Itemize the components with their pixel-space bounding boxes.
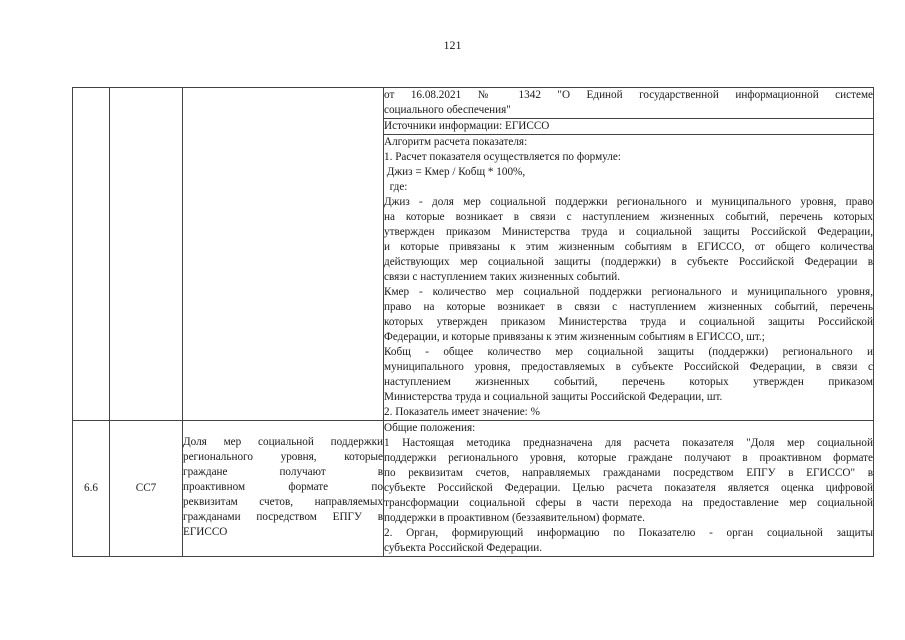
algorithm-line: которых утвержден приказом Министерства труда и социальной защиты Российской (384, 316, 873, 328)
indicator-name-line: регионального уровня, которые (183, 451, 383, 463)
indicator-name-cell (183, 421, 384, 557)
indicator-name-line: ЕГИССО (183, 526, 228, 538)
algorithm-line: Джиз - доля мер социальной поддержки регионального и муниципального уровня, право (384, 196, 873, 208)
indicator-name-line: гражданами посредством ЕПГУ в (183, 511, 383, 523)
algorithm-line: Кмер - количество мер социальной поддержки регионального и муниципального уровня, (384, 286, 873, 298)
indicator-name-line: граждане получают в (183, 466, 383, 478)
general-line: Общие положения: (384, 422, 476, 434)
indicator-name-line: Доля мер социальной поддержки (183, 436, 383, 448)
sources-text: Источники информации: ЕГИССО (384, 120, 550, 132)
code-cell-empty (110, 88, 183, 421)
indicator-row (73, 421, 874, 557)
law-reference-cell (384, 88, 874, 119)
general-line: поддержки регионального уровня, которые граждане получают в проактивном формате (384, 452, 873, 464)
algorithm-line: Алгоритм расчета показателя: (384, 136, 528, 148)
methodology-table (72, 87, 874, 557)
algorithm-line: наступлением жизненных событий, перечень которых утвержден приказом (384, 376, 873, 388)
law-line: социального обеспечения" (384, 104, 511, 116)
continuation-row (73, 88, 874, 119)
general-line: субъекте Российской Федерации. Целью расчета показателя является оценка цифровой (384, 482, 873, 494)
algorithm-line: Кобщ - общее количество мер социальной защиты (поддержки) регионального и (384, 346, 873, 358)
number-cell-empty (73, 88, 110, 421)
algorithm-line: Федерации, и которые привязаны к этим жизненным событиям в ЕГИССО, шт.; (384, 331, 765, 343)
algorithm-line: утвержден приказом Министерства труда и социальной защиты Российской Федерации, (384, 226, 873, 238)
general-line: по реквизитам счетов, направляемых гражданами посредством ЕПГУ в ЕГИССО" в (384, 467, 873, 479)
general-line: трансформации социальной сферы в части перехода на предоставление мер социальной (384, 497, 873, 509)
name-cell-empty (183, 88, 384, 421)
indicator-name-line: реквизитам счетов, направляемых (183, 496, 383, 508)
indicator-number: 6.6 (73, 421, 110, 557)
general-provisions-cell (384, 421, 874, 557)
general-line: поддержки в проактивном (беззаявительном) формате. (384, 512, 645, 524)
general-line: 1 Настоящая методика предназначена для расчета показателя "Доля мер социальной (384, 437, 873, 449)
algorithm-line: муниципального уровня, предоставляемых в субъекте Российской Федерации, в связи с (384, 361, 873, 373)
algorithm-line: 2. Показатель имеет значение: % (384, 406, 540, 418)
algorithm-line: где: (384, 181, 408, 193)
indicator-code: СС7 (110, 421, 183, 557)
algorithm-line: Министерства труда и социальной защиты Российской Федерации, шт. (384, 391, 723, 403)
algorithm-line: и которые привязаны к этим жизненным событиям в ЕГИССО, от общего количества (384, 241, 873, 253)
page-number: 121 (443, 38, 462, 52)
sources-cell (384, 119, 874, 135)
general-line: 2. Орган, формирующий информацию по Показателю - орган социальной защиты (384, 527, 873, 539)
general-line: субъекта Российской Федерации. (384, 542, 543, 554)
algorithm-line: на которые возникает в связи с наступлением жизненных событий, перечень которых (384, 211, 873, 223)
algorithm-cell (384, 135, 874, 421)
algorithm-line: право на которые возникает в связи с наступлением жизненных событий, перечень (384, 301, 873, 313)
algorithm-line: 1. Расчет показателя осуществляется по формуле: (384, 151, 621, 163)
indicator-name-line: проактивном формате по (183, 481, 383, 493)
law-line: от 16.08.2021 № 1342 "О Единой государственной информационной системе (384, 89, 873, 101)
formula-line: Джиз = Кмер / Кобщ * 100%, (384, 166, 526, 178)
algorithm-line: действующих мер социальной защиты (поддержки) в субъекте Российской Федерации в (384, 256, 873, 268)
algorithm-line: связи с наступлением таких жизненных событий. (384, 271, 621, 283)
